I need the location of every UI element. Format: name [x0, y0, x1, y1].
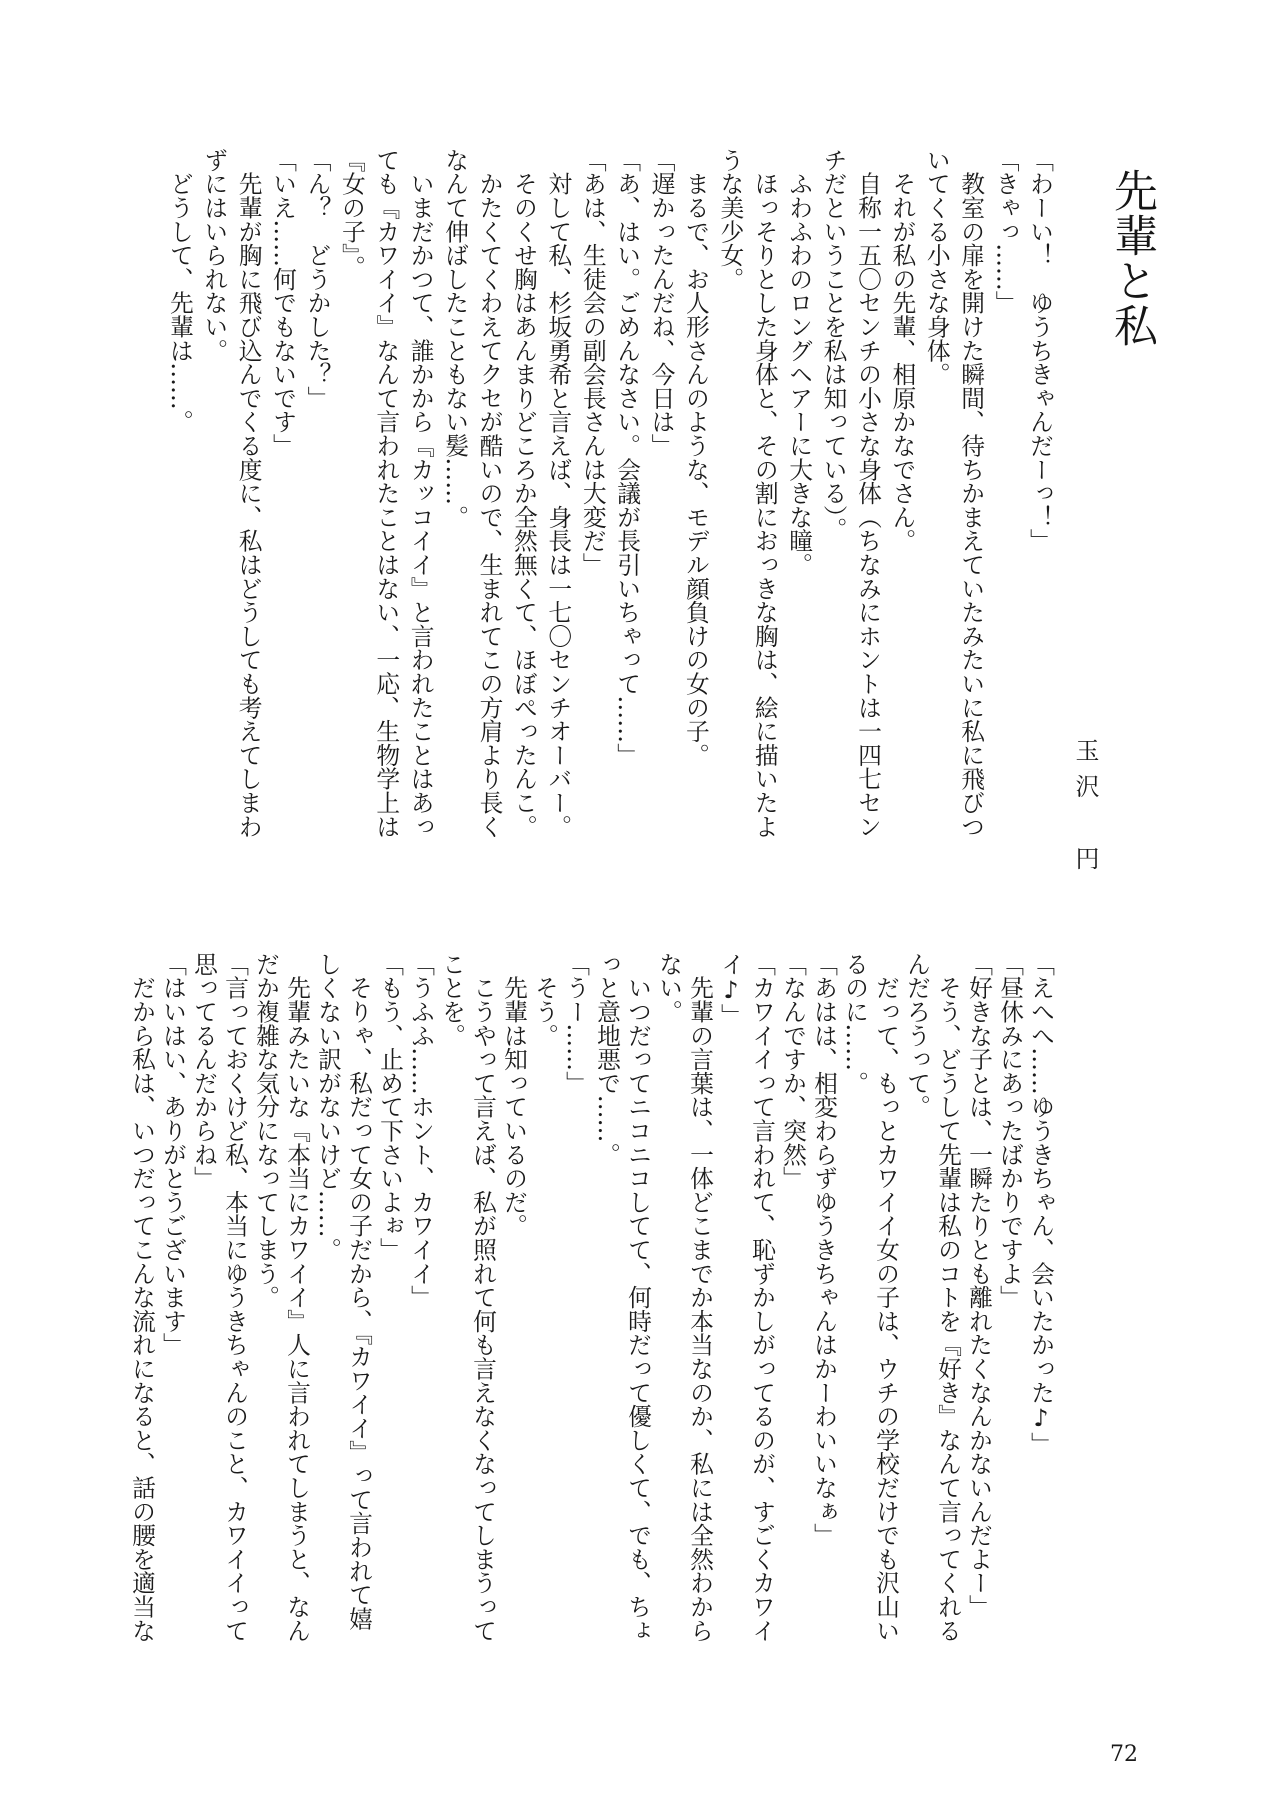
text-column: ても『カワイイ』なんて言われたことはない、一応、生物学上は — [372, 148, 401, 839]
text-column: どうして、先輩は……。 — [165, 148, 194, 434]
text-column: ふわふわのロングヘアーに大きな瞳。 — [785, 148, 814, 577]
text-column: チだということを私は知っている）。 — [819, 148, 848, 541]
text-column: 「あは、生徒会の副会長さんは大変だ」 — [578, 148, 607, 577]
text-column: 「なんですか、突然」 — [779, 952, 807, 1190]
text-column: ずにはいられない。 — [200, 148, 229, 363]
text-column: 「言っておくけど私、本当にゆうきちゃんのこと、カワイイって — [221, 952, 249, 1643]
text-column: 思ってるんだからね」 — [190, 952, 218, 1190]
text-column: 「ん？ どうかした？」 — [303, 148, 332, 410]
text-column: 「好きな子とは、一瞬たりとも離れたくなんかないんだよー」 — [965, 952, 993, 1619]
text-column: 「きゃっ……」 — [991, 148, 1020, 315]
text-column: なんて伸ばしたこともない髪……。 — [441, 148, 470, 529]
text-column: しくない訳がないけど……。 — [314, 952, 342, 1262]
text-column: 「あ、はい。ごめんなさい。会議が長引いちゃって……」 — [613, 148, 642, 767]
text-column: 「うふふ……ホント、カワイイ」 — [407, 952, 435, 1309]
text-column: 『女の子』。 — [337, 148, 366, 279]
text-column: 自称一五〇センチの小さな身体（ちなみにホントは一四七セン — [853, 148, 882, 839]
text-column: いてくる小さな身体。 — [922, 148, 951, 386]
text-column: それが私の先輩、相原かなでさん。 — [888, 148, 917, 553]
lower-tier — [126, 952, 1056, 1644]
text-column: 「はいはい、ありがとうございます」 — [159, 952, 187, 1357]
text-column: 教室の扉を開けた瞬間、待ちかまえていたみたいに私に飛びつ — [957, 148, 986, 839]
text-column: んだろうって。 — [903, 952, 931, 1119]
text-column: 「遅かったんだね、今日は」 — [647, 148, 676, 458]
text-column: 「カワイイって言われて、恥ずかしがってるのが、すごくカワイ — [748, 952, 776, 1643]
text-column: 「いえ……何でもないです」 — [269, 148, 298, 458]
text-column: ことを。 — [438, 952, 466, 1048]
text-column: だって、もっとカワイイ女の子は、ウチの学校だけでも沢山い — [872, 952, 900, 1643]
text-column: だか複雑な気分になってしまう。 — [252, 952, 280, 1309]
text-column: 先輩みたいな『本当にカワイイ』人に言われてしまうと、なん — [283, 952, 311, 1643]
text-column: イ♪」 — [717, 952, 745, 1028]
text-column: 先輩の言葉は、一体どこまでか本当なのか、私には全然わから — [686, 952, 714, 1643]
text-column: 先輩は知っているのだ。 — [500, 952, 528, 1238]
text-column: 「えへへ……ゆうきちゃん、会いたかった♪」 — [1027, 952, 1055, 1456]
text-column: そう。 — [531, 952, 559, 1048]
upper-tier — [163, 148, 1057, 840]
text-column: ない。 — [655, 952, 683, 1024]
text-column: 先輩が胸に飛び込んでくる度に、私はどうしても考えてしまわ — [234, 148, 263, 839]
text-column: 「もう、止めて下さいよぉ」 — [376, 952, 404, 1262]
story-title: 先輩と私 — [1106, 168, 1157, 348]
text-column: いつだってニコニコしてて、何時だって優しくて、でも、ちょ — [624, 952, 652, 1643]
text-column: いまだかつて、誰かから『カッコイイ』と言われたことはあっ — [406, 148, 435, 839]
text-column: 「うー……」 — [562, 952, 590, 1095]
text-column: 「あはは、相変わらずゆうきちゃんはかーわいいなぁ」 — [810, 952, 838, 1547]
page-number: 72 — [1110, 1742, 1138, 1767]
text-column: そのくせ胸はあんまりどころか全然無くて、ほぼぺったんこ。 — [509, 148, 538, 839]
text-column: 「昼休みにあったばかりですよ」 — [996, 952, 1024, 1309]
text-column: こうやって言えば、私が照れて何も言えなくなってしまうって — [469, 952, 497, 1643]
text-column: そりゃ、私だって女の子だから、『カワイイ』って言われて嬉 — [345, 952, 373, 1631]
text-column: るのに……。 — [841, 952, 869, 1095]
text-column: かたくてくわえてクセが酷いので、生まれてこの方肩より長く — [475, 148, 504, 839]
text-column: まるで、お人形さんのような、モデル顔負けの女の子。 — [681, 148, 710, 767]
text-column: そう、どうして先輩は私のコトを『好き』なんて言ってくれる — [934, 952, 962, 1643]
text-column: っと意地悪で……。 — [593, 952, 621, 1167]
text-column: ほっそりとした身体と、その割におっきな胸は、絵に描いたよ — [750, 148, 779, 839]
text-column: だから私は、いつだってこんな流れになると、話の腰を適当な — [128, 952, 156, 1643]
text-column: 対して私、杉坂勇希と言えば、身長は一七〇センチオーバー。 — [544, 148, 573, 839]
author-name: 玉沢 円 — [1071, 738, 1099, 882]
text-column: 「わーい！ ゆうちきゃんだーっ！」 — [1026, 148, 1054, 553]
text-column: うな美少女。 — [716, 148, 745, 291]
